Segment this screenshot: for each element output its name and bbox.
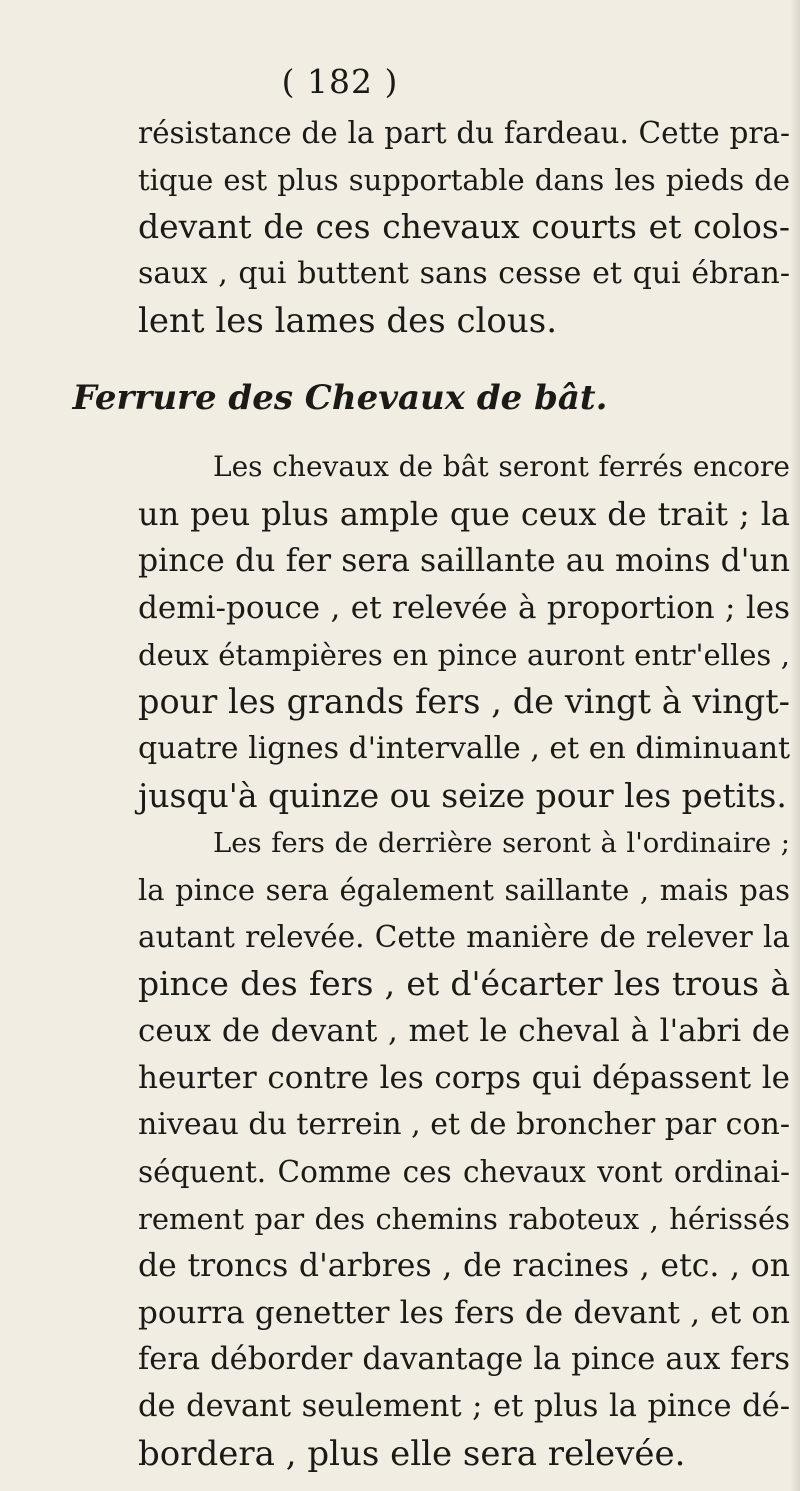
- text-line: la pince sera également saillante , mais pas: [138, 873, 790, 907]
- text-line: ceux de devant , met le cheval à l'abri de: [138, 1013, 790, 1049]
- text-line: deux étampières en pince auront entr'elles ,: [138, 638, 790, 672]
- text-line: jusqu'à quinze ou seize pour les petits.: [138, 776, 787, 815]
- text-line: pince des fers , et d'écarter les trous à: [138, 964, 790, 1003]
- text-line: de troncs d'arbres , de racines , etc. , on: [138, 1248, 790, 1284]
- text-line: tique est plus supportable dans les pieds de: [138, 163, 790, 197]
- text-line: de devant seulement ; et plus la pince dé-: [138, 1389, 790, 1424]
- text-line: demi-pouce , et relevée à proportion ; les: [138, 590, 790, 626]
- text-line: quatre lignes d'intervalle , et en diminuant: [138, 731, 791, 766]
- text-line: saux , qui buttent sans cesse et qui ébran-: [138, 256, 790, 291]
- text-line: pourra genetter les fers de devant , et on: [138, 1295, 790, 1331]
- text-line: heurter contre les corps qui dépassent le: [138, 1060, 790, 1096]
- text-line: autant relevée. Cette manière de relever la: [138, 920, 790, 954]
- text-line: Les chevaux de bât seront ferrés encore: [213, 450, 790, 483]
- text-line: niveau du terrein , et de broncher par con-: [138, 1107, 791, 1142]
- page-number: ( 182 ): [281, 62, 399, 101]
- text-line: un peu plus ample que ceux de trait ; la: [138, 495, 790, 533]
- text-line: fera déborder davantage la pince aux fers: [138, 1342, 790, 1377]
- text-line: devant de ces chevaux courts et colos-: [138, 207, 790, 246]
- text-line: bordera , plus elle sera relevée.: [138, 1434, 686, 1474]
- text-line: séquent. Comme ces chevaux vont ordinai-: [138, 1155, 790, 1189]
- text-line: rement par des chemins raboteux , hérissés: [138, 1202, 790, 1236]
- section-heading: Ferrure des Chevaux de bât.: [72, 378, 608, 419]
- text-line: pince du fer sera saillante au moins d'un: [138, 543, 790, 579]
- text-line: résistance de la part du fardeau. Cette pra-: [138, 116, 790, 150]
- text-line: pour les grands fers , de vingt à vingt-: [138, 682, 790, 721]
- page-edge-shadow: [790, 0, 800, 1491]
- text-line: Les fers de derrière seront à l'ordinaire ;: [213, 827, 790, 859]
- text-line: lent les lames des clous.: [138, 301, 558, 341]
